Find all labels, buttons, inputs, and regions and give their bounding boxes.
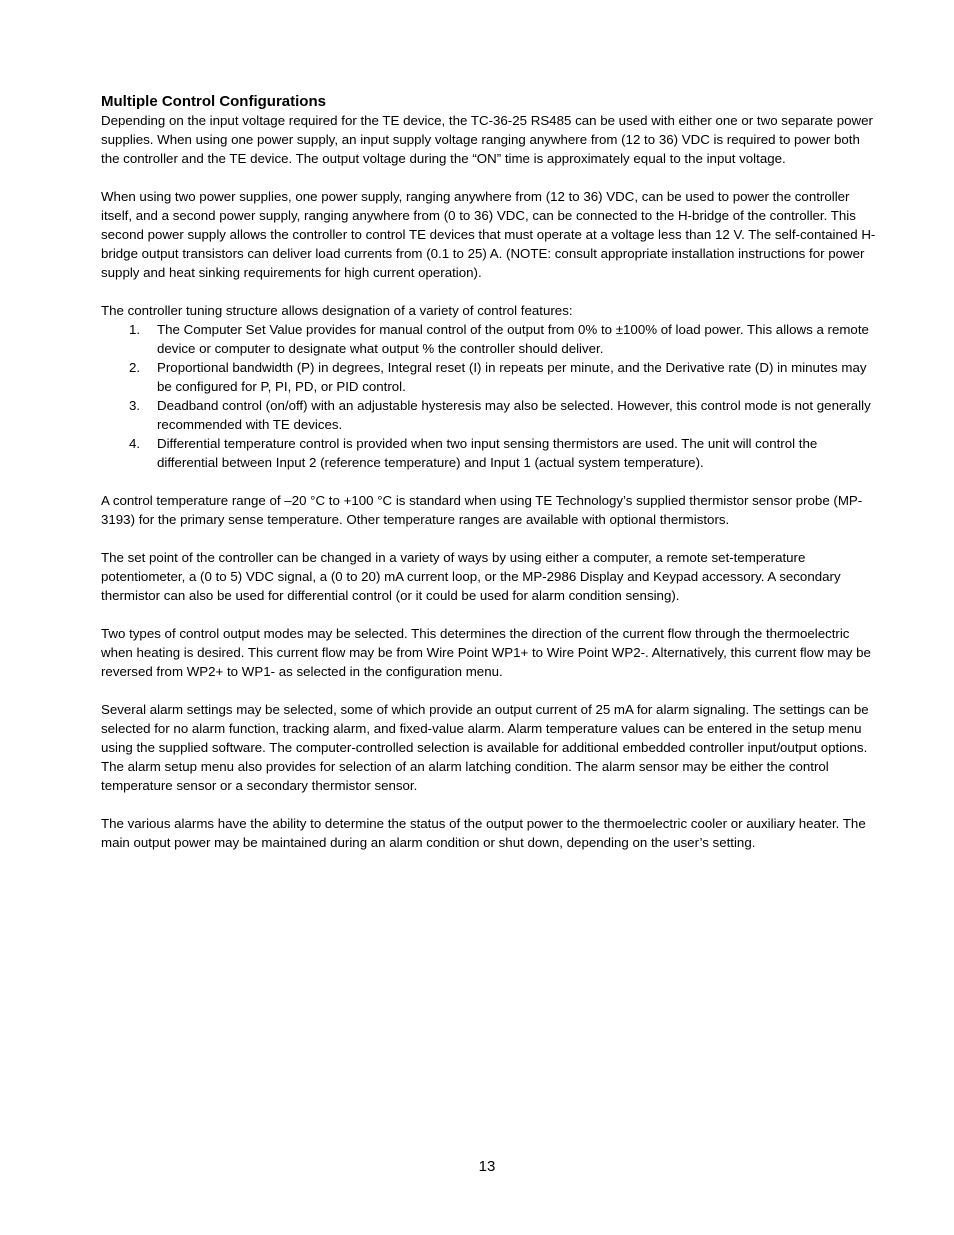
paragraph-tuning-structure: The controller tuning structure allows designation of a variety of control features: xyxy=(101,303,573,318)
page-content xyxy=(101,92,876,871)
list-item xyxy=(101,396,876,434)
paragraph-two-power-supplies: When using two power supplies, one power supply, ranging anywhere from (12 to 36) VDC, can be used to power the controller itself, and a second power supply, ranging anywhere from (0 to 36) VDC, can be connected to the H-bridge of the controller. This second power supply allows the controller to control TE devices that must operate at a voltage less than 12 V. The self-contained H-bridge output transistors can deliver load currents from (0.1 to 25) A. (NOTE: consult appropriate installation instructions for power supply and heat sinking requirements for high current operation). xyxy=(101,189,876,280)
paragraph-temperature-range: A control temperature range of –20 °C to +100 °C is standard when using TE Technology’s supplied thermistor sensor probe (MP-3193) for the primary sense temperature. Other temperature ranges are available with optional thermistors. xyxy=(101,493,863,527)
list-item-number: 4. xyxy=(129,436,141,451)
page-number: 13 xyxy=(478,1158,496,1175)
list-item-text: Differential temperature control is provided when two input sensing thermistors are used. The unit will control the differential between Input 2 (reference temperature) and Input 1 (actual system temperature). xyxy=(157,436,818,470)
paragraph-alarm-settings: Several alarm settings may be selected, some of which provide an output current of 25 mA for alarm signaling. The settings can be selected for no alarm function, tracking alarm, and fixed-value alarm. Alarm temperature values can be entered in the setup menu using the supplied software. The computer-controlled selection is available for additional embedded controller input/output options. The alarm setup menu also provides for selection of an alarm latching condition. The alarm sensor may be either the control temperature sensor or a secondary thermistor sensor. xyxy=(101,702,869,793)
list-item-text: Proportional bandwidth (P) in degrees, Integral reset (I) in repeats per minute, and the Derivative rate (D) in minutes may be configured for P, PI, PD, or PID control. xyxy=(157,360,867,394)
paragraph-power-supply-intro: Depending on the input voltage required for the TE device, the TC-36-25 RS485 can be used with either one or two separate power supplies. When using one power supply, an input supply voltage ranging anywhere from (12 to 36) VDC is required to power both the controller and the TE device. The output voltage during the “ON” time is approximately equal to the input voltage. xyxy=(101,113,873,166)
list-item-text: Deadband control (on/off) with an adjustable hysteresis may also be selected. However, this control mode is not generally recommended with TE devices. xyxy=(157,398,871,432)
list-item xyxy=(101,320,876,358)
paragraph-set-point: The set point of the controller can be changed in a variety of ways by using either a computer, a remote set-temperature potentiometer, a (0 to 5) VDC signal, a (0 to 20) mA current loop, or the MP-2986 Display and Keypad accessory. A secondary thermistor can also be used for differential control (or it could be used for alarm condition sensing). xyxy=(101,550,841,603)
paragraph-alarm-output-power: The various alarms have the ability to determine the status of the output power to the thermoelectric cooler or auxiliary heater. The main output power may be maintained during an alarm condition or shut down, depending on the user’s setting. xyxy=(101,816,866,850)
section-heading: Multiple Control Configurations xyxy=(101,93,326,110)
list-item-number: 3. xyxy=(129,398,141,413)
paragraph-output-modes: Two types of control output modes may be selected. This determines the direction of the current flow through the thermoelectric when heating is desired. This current flow may be from Wire Point WP1+ to Wire Point WP2-. Alternatively, this current flow may be reversed from WP2+ to WP1- as selected in the configuration menu. xyxy=(101,626,871,679)
list-item-number: 2. xyxy=(129,360,141,375)
list-item xyxy=(101,434,876,472)
control-features-list xyxy=(101,320,876,472)
list-item-number: 1. xyxy=(129,322,141,337)
list-item xyxy=(101,358,876,396)
list-item-text: The Computer Set Value provides for manual control of the output from 0% to ±100% of load power. This allows a remote device or computer to designate what output % the controller should deliver. xyxy=(157,322,869,356)
